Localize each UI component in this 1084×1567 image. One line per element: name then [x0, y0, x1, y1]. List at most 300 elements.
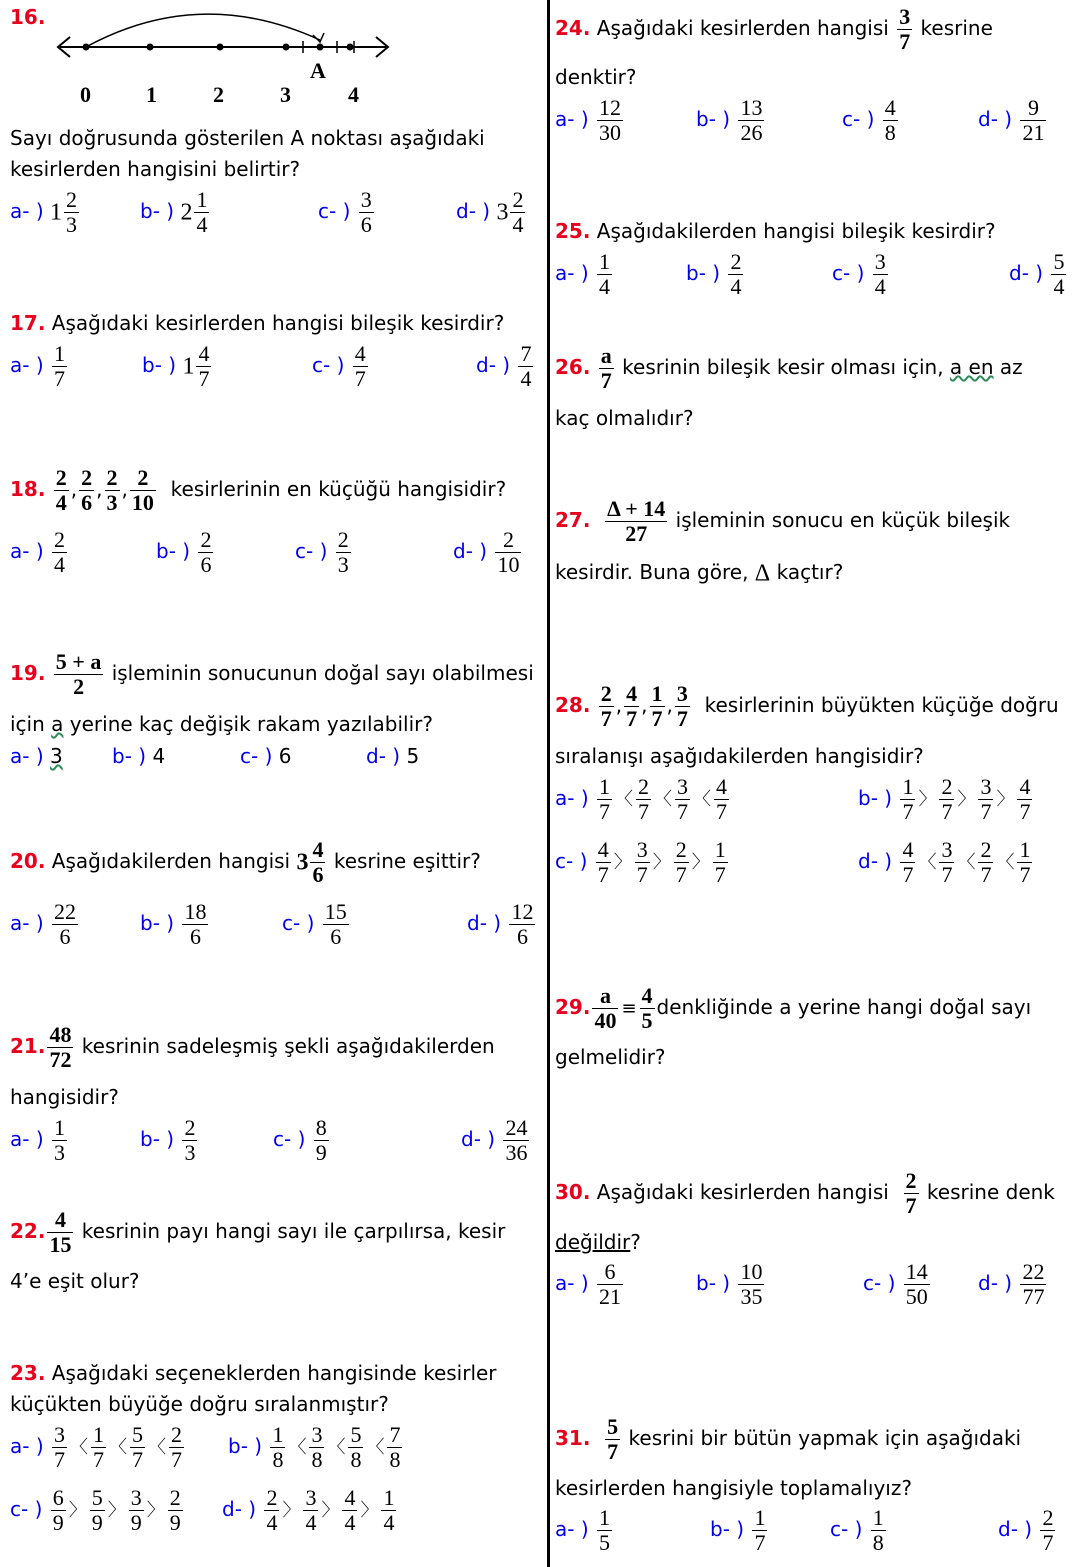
q19-option-a[interactable] [10, 743, 63, 769]
denominator: 8 [272, 1447, 284, 1472]
denominator: 4 [730, 274, 742, 299]
comparison-symbol: 〉 [146, 1499, 165, 1521]
q30-option-d[interactable] [978, 1260, 1048, 1309]
denominator: 7 [905, 1193, 917, 1218]
numerator: 4 [344, 1485, 356, 1510]
fraction [52, 342, 67, 391]
comparison-symbol: 〉 [918, 788, 937, 810]
denominator: 7 [599, 799, 610, 824]
option-label[interactable]: a- ) [10, 1127, 44, 1151]
q17-option-b[interactable] [142, 342, 213, 391]
option-label[interactable]: b- ) [140, 911, 175, 935]
fraction [871, 1506, 886, 1555]
fraction [674, 838, 689, 887]
denominator: 4 [512, 212, 524, 237]
numerator: 2 [266, 1485, 278, 1510]
option-label[interactable]: c- ) [318, 199, 351, 223]
denominator: 36 [505, 1140, 528, 1165]
q24-option-d[interactable] [978, 96, 1048, 145]
comparison-symbol: 〉 [360, 1499, 379, 1521]
fraction [904, 1260, 930, 1309]
fraction [309, 1423, 324, 1472]
fraction [675, 682, 690, 731]
comparison-symbol: 〈 [957, 851, 976, 873]
q31-option-c[interactable] [830, 1506, 888, 1555]
q29-text-1 [555, 984, 1031, 1033]
denominator: 21 [1022, 120, 1045, 145]
q16-option-a[interactable] [10, 188, 81, 237]
q24-text-2: denktir? [555, 65, 637, 89]
denominator: 6 [516, 924, 528, 949]
numerator: 1 [383, 1485, 395, 1510]
comparison-symbol: 〉 [107, 1499, 126, 1521]
numerator: 12 [599, 95, 621, 120]
text-segment: yerine kaç değişik rakam yazılabilir? [63, 712, 434, 736]
fraction [728, 250, 743, 299]
option-label[interactable]: d- ) [858, 849, 893, 873]
q19-option-d[interactable] [366, 743, 419, 769]
numerator: 3 [980, 774, 992, 799]
q22-text-1 [10, 1208, 505, 1257]
option-label[interactable]: a- ) [555, 1271, 589, 1295]
denominator: 7 [1019, 799, 1031, 824]
numerator: 2 [200, 527, 212, 552]
q31-option-a[interactable] [555, 1506, 614, 1555]
point-a-label: A [310, 58, 326, 83]
q29-text-2: gelmelidir? [555, 1045, 666, 1069]
fraction [1051, 250, 1066, 299]
denominator: 7 [677, 799, 688, 824]
fraction [599, 344, 614, 393]
fraction [342, 1486, 357, 1535]
denominator: 35 [740, 1284, 763, 1309]
q23-option-c[interactable] [10, 1486, 185, 1535]
q21-option-d[interactable] [461, 1116, 531, 1165]
numerator: 1 [196, 187, 208, 212]
fraction [54, 466, 69, 515]
denominator: 4 [874, 274, 886, 299]
denominator: 9 [130, 1510, 142, 1535]
denominator: 3 [66, 212, 77, 237]
denominator: 40 [594, 1008, 617, 1033]
fraction [336, 528, 351, 577]
numerator: 1 [902, 774, 914, 799]
option-label[interactable]: c- ) [863, 1271, 896, 1295]
option-label[interactable]: a- ) [555, 261, 589, 285]
fraction [650, 682, 665, 731]
denominator: 7 [980, 799, 992, 824]
option-label[interactable]: a- ) [555, 786, 589, 810]
denominator: 7 [716, 799, 727, 824]
question-number: 30. [555, 1180, 591, 1204]
q28-option-a[interactable] [555, 775, 731, 824]
denominator: 7 [600, 368, 612, 393]
option-label[interactable]: c- ) [295, 539, 328, 563]
q31-option-b[interactable] [710, 1506, 769, 1555]
question-number: 25. [555, 219, 591, 243]
q20-option-d[interactable] [467, 900, 537, 949]
fraction [47, 1023, 73, 1072]
numerator: 1 [599, 1505, 610, 1530]
fraction [52, 528, 67, 577]
option-label[interactable]: c- ) [555, 849, 588, 873]
q21-option-c[interactable] [273, 1116, 331, 1165]
fraction [194, 188, 209, 237]
fraction [509, 900, 535, 949]
q25-option-d[interactable] [1009, 250, 1068, 299]
fraction [495, 528, 521, 577]
option-label[interactable]: b- ) [140, 1127, 175, 1151]
fraction [738, 1260, 764, 1309]
fraction [130, 466, 156, 515]
q24-option-a[interactable] [555, 96, 625, 145]
text-segment: , [641, 693, 648, 717]
option-label[interactable]: c- ) [273, 1127, 306, 1151]
fraction [714, 775, 729, 824]
whole-part: Δ [754, 560, 771, 587]
q28-option-d[interactable] [858, 838, 1034, 887]
numerator: 3 [677, 774, 688, 799]
fraction [597, 1506, 612, 1555]
numerator: 22 [54, 899, 76, 924]
fraction [52, 900, 78, 949]
denominator: 9 [169, 1510, 181, 1535]
q22-text-2: 4’e eşit olur? [10, 1269, 140, 1293]
fraction [624, 682, 639, 731]
option-label[interactable]: b- ) [710, 1517, 745, 1541]
q18-option-b[interactable] [156, 528, 215, 577]
numerator: 2 [184, 1115, 196, 1140]
q24-option-c[interactable] [842, 96, 900, 145]
option-label[interactable]: a- ) [10, 1434, 44, 1458]
numerator: 15 [324, 899, 347, 924]
question-number: 31. [555, 1426, 591, 1450]
text-segment: kesirdir. Buna göre, [555, 560, 755, 584]
denominator: 7 [899, 29, 911, 54]
question-number: 27. [555, 508, 591, 532]
text-segment: kesrini bir bütün yapmak için aşağıdaki [628, 1426, 1022, 1450]
option-label[interactable]: a- ) [10, 911, 44, 935]
fraction [130, 1423, 145, 1472]
numerator: 8 [315, 1115, 327, 1140]
denominator: 30 [599, 120, 621, 145]
option-label[interactable]: d- ) [366, 744, 401, 768]
option-label[interactable]: c- ) [842, 107, 875, 131]
question-number: 24. [555, 16, 591, 40]
fraction [310, 838, 325, 887]
text-segment: kesrinin sadeleşmiş şekli aşağıdakilerden [81, 1034, 495, 1058]
q16-option-b[interactable] [140, 188, 211, 237]
numerator: 5 [350, 1422, 362, 1447]
text-segment: 5 [406, 744, 420, 768]
q23-text-2: küçükten büyüğe doğru sıralanmıştır? [10, 1392, 389, 1416]
option-label[interactable]: b- ) [696, 107, 731, 131]
option-label[interactable]: b- ) [696, 1271, 731, 1295]
denominator: 6 [59, 924, 71, 949]
fraction [182, 1116, 197, 1165]
fraction [596, 838, 611, 887]
numerator: 2 [905, 1168, 917, 1193]
option-label[interactable]: c- ) [10, 1497, 43, 1521]
fraction [54, 650, 104, 699]
fraction [503, 1116, 529, 1165]
numerator: 18 [184, 899, 207, 924]
denominator: 4 [383, 1510, 395, 1535]
fraction [900, 775, 915, 824]
fraction [978, 838, 993, 887]
numerator: 1 [54, 1115, 65, 1140]
option-label[interactable]: d- ) [978, 107, 1013, 131]
q17-text [10, 310, 504, 336]
numerator: 3 [130, 1485, 142, 1510]
text-segment: işleminin sonucunun doğal sayı olabilmesi [111, 661, 534, 685]
denominator: 8 [311, 1447, 323, 1472]
numerator: 4 [626, 681, 638, 706]
fraction [264, 1486, 279, 1535]
option-label[interactable]: d- ) [476, 353, 511, 377]
question-number: 17. [10, 311, 46, 335]
q23-option-d[interactable] [222, 1486, 398, 1535]
denominator: 6 [189, 924, 201, 949]
comparison-symbol: 〈 [327, 1436, 346, 1458]
whole-part: 1 [182, 353, 195, 380]
numerator: 2 [638, 774, 649, 799]
comparison-symbol: 〈 [109, 1436, 127, 1458]
numerator: 4 [884, 95, 896, 120]
q21-option-a[interactable] [10, 1116, 69, 1165]
numerator: 3 [899, 4, 911, 29]
numerator: 2 [495, 528, 521, 553]
denominator: 6 [81, 490, 93, 515]
option-label[interactable]: b- ) [228, 1434, 263, 1458]
fraction [939, 838, 954, 887]
q30-option-b[interactable] [696, 1260, 766, 1309]
text-segment: kaçtır? [770, 560, 844, 584]
denominator: 9 [52, 1510, 64, 1535]
q17-option-d[interactable] [476, 342, 535, 391]
q18-option-c[interactable] [295, 528, 353, 577]
fraction [599, 682, 614, 731]
denominator: 8 [872, 1530, 884, 1555]
q16-option-d[interactable] [456, 188, 527, 237]
option-label[interactable]: b- ) [112, 744, 147, 768]
denominator: 8 [389, 1447, 401, 1472]
text-segment: kesrinin payı hangi sayı ile çarpılırsa, kesir [81, 1219, 506, 1243]
option-label[interactable]: a- ) [10, 199, 44, 223]
fraction [168, 1486, 183, 1535]
q17-option-c[interactable] [312, 342, 370, 391]
q19-option-c[interactable] [240, 743, 291, 769]
denominator: 7 [941, 862, 953, 887]
q30-option-a[interactable] [555, 1260, 625, 1309]
option-label[interactable]: b- ) [140, 199, 175, 223]
numerator: 1 [872, 1505, 884, 1530]
text-segment: a [51, 712, 64, 736]
denominator: 4 [344, 1510, 356, 1535]
fraction [636, 775, 651, 824]
q25-option-b[interactable] [686, 250, 745, 299]
comparison-symbol: 〈 [288, 1436, 307, 1458]
numerator: 4 [354, 341, 366, 366]
option-label[interactable]: c- ) [282, 911, 315, 935]
denominator: 77 [1022, 1284, 1045, 1309]
q25-option-c[interactable] [832, 250, 890, 299]
option-label[interactable]: a- ) [10, 539, 44, 563]
option-label[interactable]: d- ) [1009, 261, 1044, 285]
text-segment: , [666, 693, 673, 717]
denominator: 6 [312, 862, 324, 887]
numerator: 22 [1022, 1259, 1045, 1284]
q20-option-b[interactable] [140, 900, 210, 949]
numerator: a [592, 984, 618, 1009]
q31-option-d[interactable] [998, 1506, 1057, 1555]
q28-option-c[interactable] [555, 838, 730, 887]
option-label[interactable]: d- ) [467, 911, 502, 935]
q20-option-c[interactable] [282, 900, 351, 949]
fraction [105, 466, 120, 515]
numerator: 1 [54, 341, 65, 366]
option-label[interactable]: a- ) [10, 353, 44, 377]
text-segment: , [121, 477, 128, 501]
q27-text-1 [555, 497, 1010, 546]
fraction [635, 838, 650, 887]
denominator: 7 [600, 706, 612, 731]
option-label[interactable]: d- ) [998, 1517, 1033, 1541]
numerator: 3 [874, 249, 886, 274]
whole-part: 3 [496, 199, 509, 226]
option-label[interactable]: a- ) [555, 1517, 589, 1541]
denominator: 3 [106, 490, 118, 515]
denominator: 8 [350, 1447, 362, 1472]
comparison-symbol: 〉 [613, 851, 632, 873]
q16-option-c[interactable] [318, 188, 376, 237]
q20-option-a[interactable] [10, 900, 80, 949]
option-label[interactable]: d- ) [978, 1271, 1013, 1295]
denominator: 7 [651, 706, 663, 731]
q19-option-b[interactable] [112, 743, 165, 769]
denominator: 7 [902, 799, 914, 824]
denominator: 7 [941, 799, 953, 824]
q30-option-c[interactable] [863, 1260, 932, 1309]
q20-text [10, 838, 481, 887]
denominator: 50 [905, 1284, 928, 1309]
text-segment: değildir [555, 1230, 631, 1254]
fraction [198, 528, 213, 577]
denominator: 4 [305, 1510, 317, 1535]
fraction [510, 188, 525, 237]
numerator: 4 [312, 837, 324, 862]
option-label[interactable]: c- ) [832, 261, 865, 285]
option-label[interactable]: b- ) [686, 261, 721, 285]
numerator: 3 [941, 837, 953, 862]
numerator: 3 [54, 1422, 65, 1447]
text-segment: kesrine [920, 16, 993, 40]
numerator: 2 [55, 465, 67, 490]
option-label[interactable]: a- ) [10, 744, 44, 768]
numerator: 3 [305, 1485, 317, 1510]
text-segment: Aşağıdaki kesirlerden hangisi bileşik kesirdir? [51, 311, 505, 335]
option-label[interactable]: d- ) [222, 1497, 257, 1521]
q23-option-b[interactable] [228, 1423, 404, 1472]
option-label[interactable]: c- ) [830, 1517, 863, 1541]
option-label[interactable]: c- ) [240, 744, 273, 768]
option-label[interactable]: d- ) [456, 199, 491, 223]
denominator: 3 [184, 1140, 196, 1165]
q31-text-2: kesirlerden hangisiyle toplamalıyız? [555, 1476, 912, 1500]
comparison-symbol: 〈 [70, 1436, 88, 1458]
option-label[interactable]: d- ) [453, 539, 488, 563]
option-label[interactable]: d- ) [461, 1127, 496, 1151]
fraction [52, 1423, 67, 1472]
fraction [738, 96, 764, 145]
denominator: 7 [354, 366, 366, 391]
denominator: 21 [599, 1284, 621, 1309]
q16-number [10, 4, 45, 30]
question-number: 26. [555, 355, 591, 379]
q23-text-1 [10, 1360, 497, 1386]
denominator: 7 [171, 1447, 182, 1472]
q18-option-d[interactable] [453, 528, 523, 577]
numerator: 9 [1020, 96, 1046, 121]
numerator: 2 [675, 837, 687, 862]
fraction [52, 1116, 67, 1165]
comparison-symbol: ≡ [621, 997, 637, 1019]
numerator: 1 [651, 681, 663, 706]
q25-option-a[interactable] [555, 250, 614, 299]
denominator: 6 [360, 212, 372, 237]
question-number: 18. [10, 477, 46, 501]
option-label[interactable]: b- ) [858, 786, 893, 810]
numerator: 4 [716, 774, 727, 799]
question-number: 29. [555, 995, 591, 1019]
denominator: 4 [196, 212, 208, 237]
fraction [518, 342, 533, 391]
q18-option-a[interactable] [10, 528, 69, 577]
numerator: 2 [171, 1422, 182, 1447]
denominator: 7 [132, 1447, 143, 1472]
denominator: 7 [676, 706, 688, 731]
fraction [1020, 96, 1046, 145]
fraction [939, 775, 954, 824]
option-label[interactable]: a- ) [555, 107, 589, 131]
q17-option-a[interactable] [10, 342, 69, 391]
option-label[interactable]: b- ) [156, 539, 191, 563]
denominator: 7 [638, 799, 649, 824]
numerator: 1 [1019, 837, 1031, 862]
fraction [873, 250, 888, 299]
numerator: 48 [49, 1022, 72, 1047]
text-segment: kesrine denk [926, 1180, 1055, 1204]
option-label[interactable]: c- ) [312, 353, 345, 377]
q28-text-2: sıralanışı aşağıdakilerden hangisidir? [555, 744, 924, 768]
comparison-symbol: 〈 [918, 851, 937, 873]
q23-option-a[interactable] [10, 1423, 186, 1472]
q24-option-b[interactable] [696, 96, 766, 145]
q28-option-b[interactable] [858, 775, 1034, 824]
fraction [752, 1506, 767, 1555]
q21-option-b[interactable] [140, 1116, 199, 1165]
option-label[interactable]: b- ) [142, 353, 177, 377]
fraction [597, 250, 612, 299]
comparison-symbol: 〈 [654, 788, 672, 810]
denominator: 26 [740, 120, 763, 145]
denominator: 72 [49, 1047, 72, 1072]
comparison-symbol: 〉 [691, 851, 710, 873]
numerator: 2 [941, 774, 953, 799]
denominator: 7 [198, 366, 210, 391]
q16-text-2: kesirlerden hangisini belirtir? [10, 157, 301, 181]
text-segment: Aşağıdaki kesirlerden hangisi [596, 1180, 889, 1204]
